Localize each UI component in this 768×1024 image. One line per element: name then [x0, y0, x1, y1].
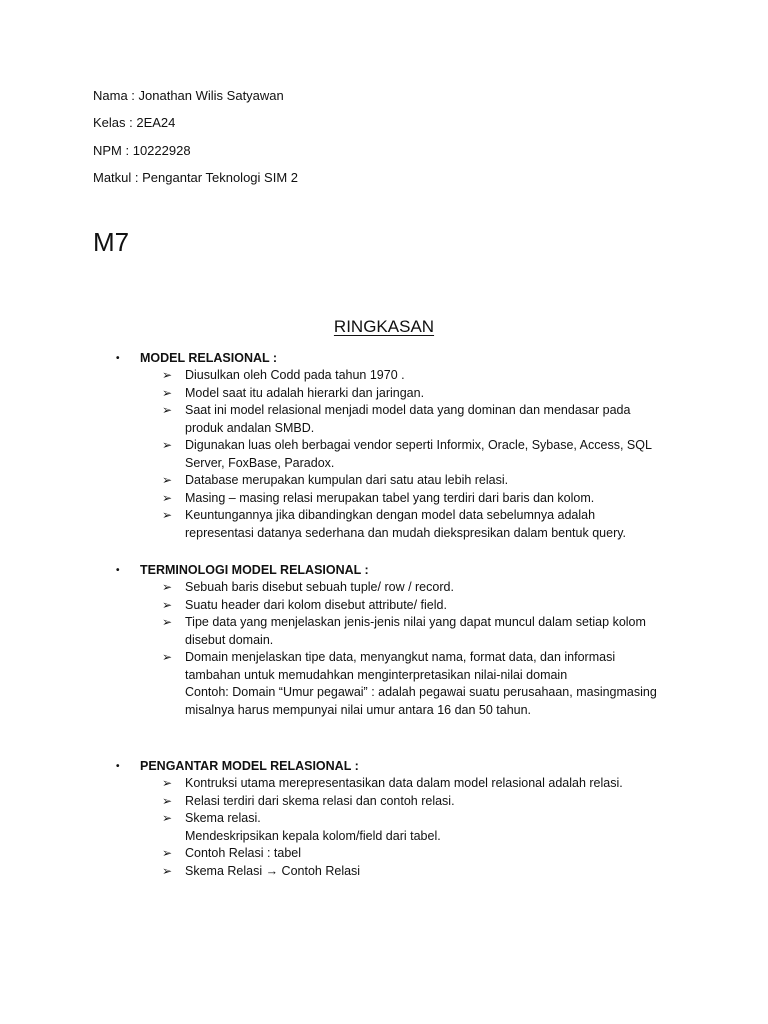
item-text: tambahan untuk memudahkan menginterpretasikan nilai-nilai domain — [185, 667, 568, 682]
bullet-icon: • — [116, 353, 120, 364]
section-heading — [0, 562, 768, 579]
item-text: representasi datanya sederhana dan mudah diekspresikan dalam bentuk query. — [185, 525, 627, 540]
module-heading: M7 — [93, 227, 130, 257]
arrow-bullet-icon: ➢ — [162, 473, 173, 487]
item-text: Domain menjelaskan tipe data, menyangkut nama, format data, dan informasi — [185, 650, 616, 664]
arrow-bullet-icon: ➢ — [162, 580, 173, 594]
item-text: Kontruksi utama merepresentasikan data dalam model relasional adalah relasi. — [185, 776, 623, 790]
arrow-bullet-icon: ➢ — [162, 508, 173, 522]
item-text: Digunakan luas oleh berbagai vendor seperti Informix, Oracle, Sybase, Access, SQL — [185, 438, 652, 452]
item-text: Tipe data yang menjelaskan jenis-jenis nilai yang dapat muncul dalam setiap kolom — [185, 615, 646, 629]
student-name: Nama : Jonathan Wilis Satyawan — [93, 88, 284, 103]
list-item — [0, 810, 768, 845]
item-text: Skema Relasi → Contoh Relasi — [185, 863, 361, 878]
list-item — [0, 507, 768, 542]
list-item — [0, 863, 768, 881]
list-item — [0, 402, 768, 437]
item-text: disebut domain. — [185, 632, 274, 647]
item-text: Relasi terdiri dari skema relasi dan contoh relasi. — [185, 793, 455, 808]
item-text: Diusulkan oleh Codd pada tahun 1970 . — [185, 368, 405, 382]
arrow-bullet-icon: ➢ — [162, 615, 173, 629]
list-item — [0, 472, 768, 490]
arrow-bullet-icon: ➢ — [162, 811, 173, 825]
list-item — [0, 845, 768, 863]
section-pengantar-model-relasional — [0, 758, 768, 880]
list-item — [0, 490, 768, 508]
section-heading — [0, 350, 768, 367]
section-heading — [0, 758, 768, 775]
item-text: Suatu header dari kolom disebut attribute/ field. — [185, 597, 447, 612]
list-item — [0, 437, 768, 472]
section-title: PENGANTAR MODEL RELASIONAL : — [140, 759, 359, 773]
list-item — [0, 649, 768, 719]
bullet-icon: • — [116, 761, 120, 772]
section-title: TERMINOLOGI MODEL RELASIONAL : — [140, 563, 369, 577]
arrow-bullet-icon: ➢ — [162, 438, 173, 452]
item-text: Server, FoxBase, Paradox. — [185, 455, 335, 470]
arrow-bullet-icon: ➢ — [162, 846, 173, 860]
arrow-bullet-icon: ➢ — [162, 597, 173, 612]
item-text: Saat ini model relasional menjadi model data yang dominan dan mendasar pada — [185, 403, 631, 417]
item-text: Contoh: Domain “Umur pegawai” : adalah pegawai suatu perusahaan, masingmasing — [185, 685, 657, 699]
list-item — [0, 614, 768, 649]
item-text: Keuntungannya jika dibandingkan dengan model data sebelumnya adalah — [185, 508, 596, 522]
item-list — [0, 579, 768, 719]
arrow-bullet-icon: ➢ — [162, 863, 173, 878]
arrow-bullet-icon: ➢ — [162, 793, 173, 808]
item-text: Model saat itu adalah hierarki dan jaringan. — [185, 385, 425, 400]
item-list — [0, 367, 768, 542]
arrow-bullet-icon: ➢ — [162, 650, 173, 664]
arrow-bullet-icon: ➢ — [162, 385, 173, 400]
arrow-bullet-icon: ➢ — [162, 776, 173, 790]
list-item — [0, 793, 768, 811]
item-text: misalnya harus mempunyai nilai umur antara 16 dan 50 tahun. — [185, 702, 532, 717]
list-item — [0, 597, 768, 615]
item-text: Mendeskripsikan kepala kolom/field dari tabel. — [185, 828, 441, 843]
item-text: Database merupakan kumpulan dari satu atau lebih relasi. — [185, 473, 509, 487]
list-item — [0, 385, 768, 403]
bullet-icon: • — [116, 565, 120, 576]
item-text: Sebuah baris disebut sebuah tuple/ row / record. — [185, 580, 454, 594]
item-text: Skema relasi. — [185, 811, 261, 825]
arrow-bullet-icon: ➢ — [162, 403, 173, 417]
student-class: Kelas : 2EA24 — [93, 115, 176, 130]
item-text: Contoh Relasi : tabel — [185, 846, 302, 860]
item-text: produk andalan SMBD. — [185, 420, 315, 435]
course-name: Matkul : Pengantar Teknologi SIM 2 — [93, 170, 298, 185]
list-item — [0, 775, 768, 793]
arrow-bullet-icon: ➢ — [162, 490, 173, 505]
list-item — [0, 579, 768, 597]
summary-title: RINGKASAN — [333, 317, 435, 336]
section-model-relasional — [0, 350, 768, 542]
arrow-bullet-icon: ➢ — [162, 368, 173, 382]
list-item — [0, 367, 768, 385]
student-npm: NPM : 10222928 — [93, 143, 191, 158]
section-title: MODEL RELASIONAL : — [140, 351, 278, 365]
item-list — [0, 775, 768, 880]
section-terminologi-model-relasional — [0, 562, 768, 719]
item-text: Masing – masing relasi merupakan tabel yang terdiri dari baris dan kolom. — [185, 490, 595, 505]
